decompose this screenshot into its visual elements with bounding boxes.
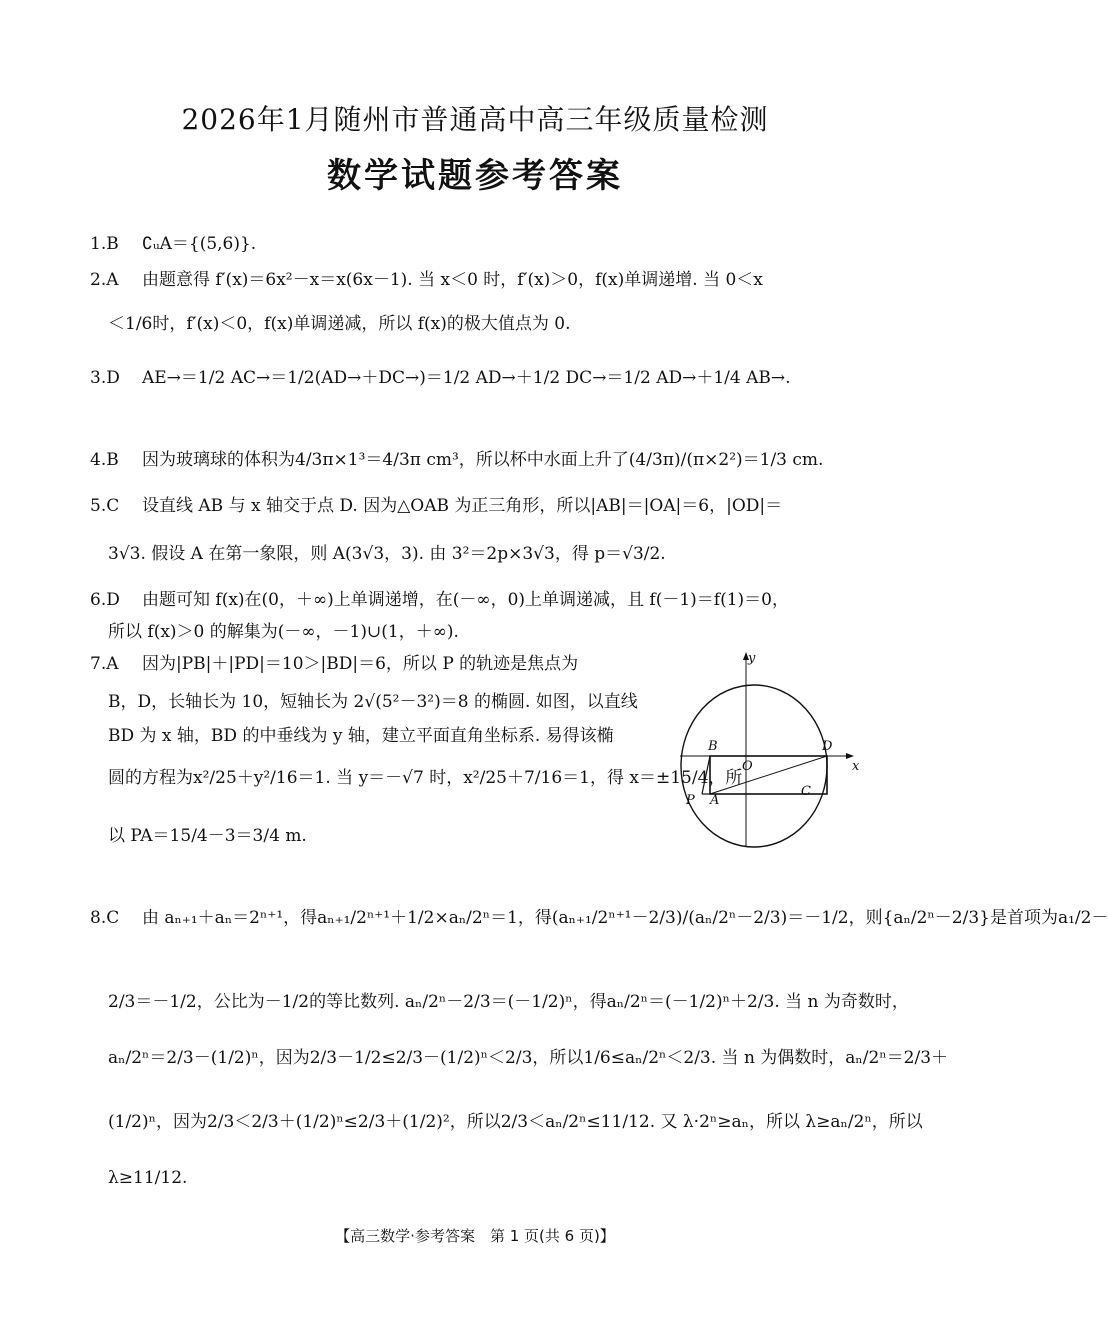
answer-6 <box>90 588 789 612</box>
answer-number: 8.C <box>90 908 120 928</box>
answer-text: 设直线 AB 与 x 轴交于点 D. 因为△OAB 为正三角形，所以|AB|＝|OA|＝6，|OD|＝ <box>142 496 783 516</box>
answer-number: 7.A <box>90 654 119 674</box>
exam-title: 2026年1月随州市普通高中高三年级质量检测 <box>181 103 769 136</box>
answer-text: ∁ᵤA＝{(5,6)}. <box>142 234 257 254</box>
answer-text: 由 aₙ₊₁＋aₙ＝2ⁿ⁺¹，得aₙ₊₁/2ⁿ⁺¹＋1/2×aₙ/2ⁿ＝1，得(aₙ₊₁/2ⁿ⁺¹－2/3)/(aₙ/2ⁿ－2/3)＝－1/2，则{aₙ/2ⁿ－2/3}是首项为a₁/2－ <box>142 908 1108 928</box>
answer-5-cont: 3√3. 假设 A 在第一象限，则 A(3√3，3). 由 3²＝2p×3√3，得 p＝√3/2. <box>108 544 666 564</box>
answer-8-cont: 2/3＝－1/2，公比为－1/2的等比数列. aₙ/2ⁿ－2/3＝(－1/2)ⁿ，得aₙ/2ⁿ＝(－1/2)ⁿ＋2/3. 当 n 为奇数时， <box>108 992 909 1012</box>
answer-number: 3.D <box>90 368 120 388</box>
answer-text: 因为玻璃球的体积为4/3π×1³＝4/3π cm³，所以杯中水面上升了(4/3π)/(π×2²)＝1/3 cm. <box>142 450 824 470</box>
label-a: A <box>710 793 720 808</box>
answer-7-cont: 圆的方程为x²/25＋y²/16＝1. 当 y＝－√7 时，x²/25＋7/16＝1，得 x＝±15/4，所 <box>108 768 743 788</box>
answer-6-cont: 所以 f(x)＞0 的解集为(－∞，－1)∪(1，＋∞). <box>108 622 459 642</box>
answer-number: 5.C <box>90 496 120 516</box>
page-footer: 【高三数学·参考答案 第 1 页(共 6 页)】 <box>335 1227 615 1245</box>
answer-8-cont: (1/2)ⁿ，因为2/3＜2/3＋(1/2)ⁿ≤2/3＋(1/2)²，所以2/3＜aₙ/2ⁿ≤11/12. 又 λ·2ⁿ≥aₙ，所以 λ≥aₙ/2ⁿ，所以 <box>108 1112 923 1132</box>
label-d: D <box>822 739 833 754</box>
answer-7-cont: B，D，长轴长为 10，短轴长为 2√(5²－3²)＝8 的椭圆. 如图，以直线 <box>108 692 638 712</box>
ellipse-figure <box>676 648 866 848</box>
answer-text: 因为|PB|＋|PD|＝10＞|BD|＝6，所以 P 的轨迹是焦点为 <box>142 654 579 674</box>
answer-8 <box>90 906 1108 930</box>
answer-3 <box>90 366 791 390</box>
answer-1 <box>90 232 256 256</box>
answer-2-cont: ＜1/6时，f′(x)＜0，f(x)单调递减，所以 f(x)的极大值点为 0. <box>108 314 571 334</box>
answer-7-cont: 以 PA＝15/4－3＝3/4 m. <box>108 826 307 846</box>
answer-8-cont: λ≥11/12. <box>108 1168 188 1188</box>
answer-4 <box>90 448 823 472</box>
answer-number: 4.B <box>90 450 119 470</box>
label-y: y <box>748 651 756 666</box>
answer-text: 由题可知 f(x)在(0，＋∞)上单调递增，在(－∞，0)上单调递减，且 f(－1)＝f(1)＝0， <box>142 590 789 610</box>
answer-7 <box>90 652 578 676</box>
answer-7-cont: BD 为 x 轴，BD 的中垂线为 y 轴，建立平面直角坐标系. 易得该椭 <box>108 726 614 746</box>
label-c: C <box>801 784 811 799</box>
label-p: P <box>686 793 695 808</box>
label-x: x <box>852 759 860 774</box>
answer-number: 6.D <box>90 590 120 610</box>
answer-text: 由题意得 f′(x)＝6x²－x＝x(6x－1). 当 x＜0 时，f′(x)＞0，f(x)单调递增. 当 0＜x <box>142 270 763 290</box>
answer-8-cont: aₙ/2ⁿ＝2/3－(1/2)ⁿ，因为2/3－1/2≤2/3－(1/2)ⁿ＜2/3，所以1/6≤aₙ/2ⁿ＜2/3. 当 n 为偶数时，aₙ/2ⁿ＝2/3＋ <box>108 1048 949 1068</box>
answer-number: 1.B <box>90 234 119 254</box>
segment-pb <box>702 756 710 794</box>
answer-title: 数学试题参考答案 <box>327 156 623 196</box>
answer-2 <box>90 268 763 292</box>
ellipse <box>681 685 827 847</box>
label-b: B <box>708 739 718 754</box>
label-o: O <box>742 759 753 774</box>
answer-number: 2.A <box>90 270 119 290</box>
answer-text: AE→＝1/2 AC→＝1/2(AD→＋DC→)＝1/2 AD→＋1/2 DC→＝1/2 AD→＋1/4 AB→. <box>142 368 791 388</box>
answer-5 <box>90 494 782 518</box>
